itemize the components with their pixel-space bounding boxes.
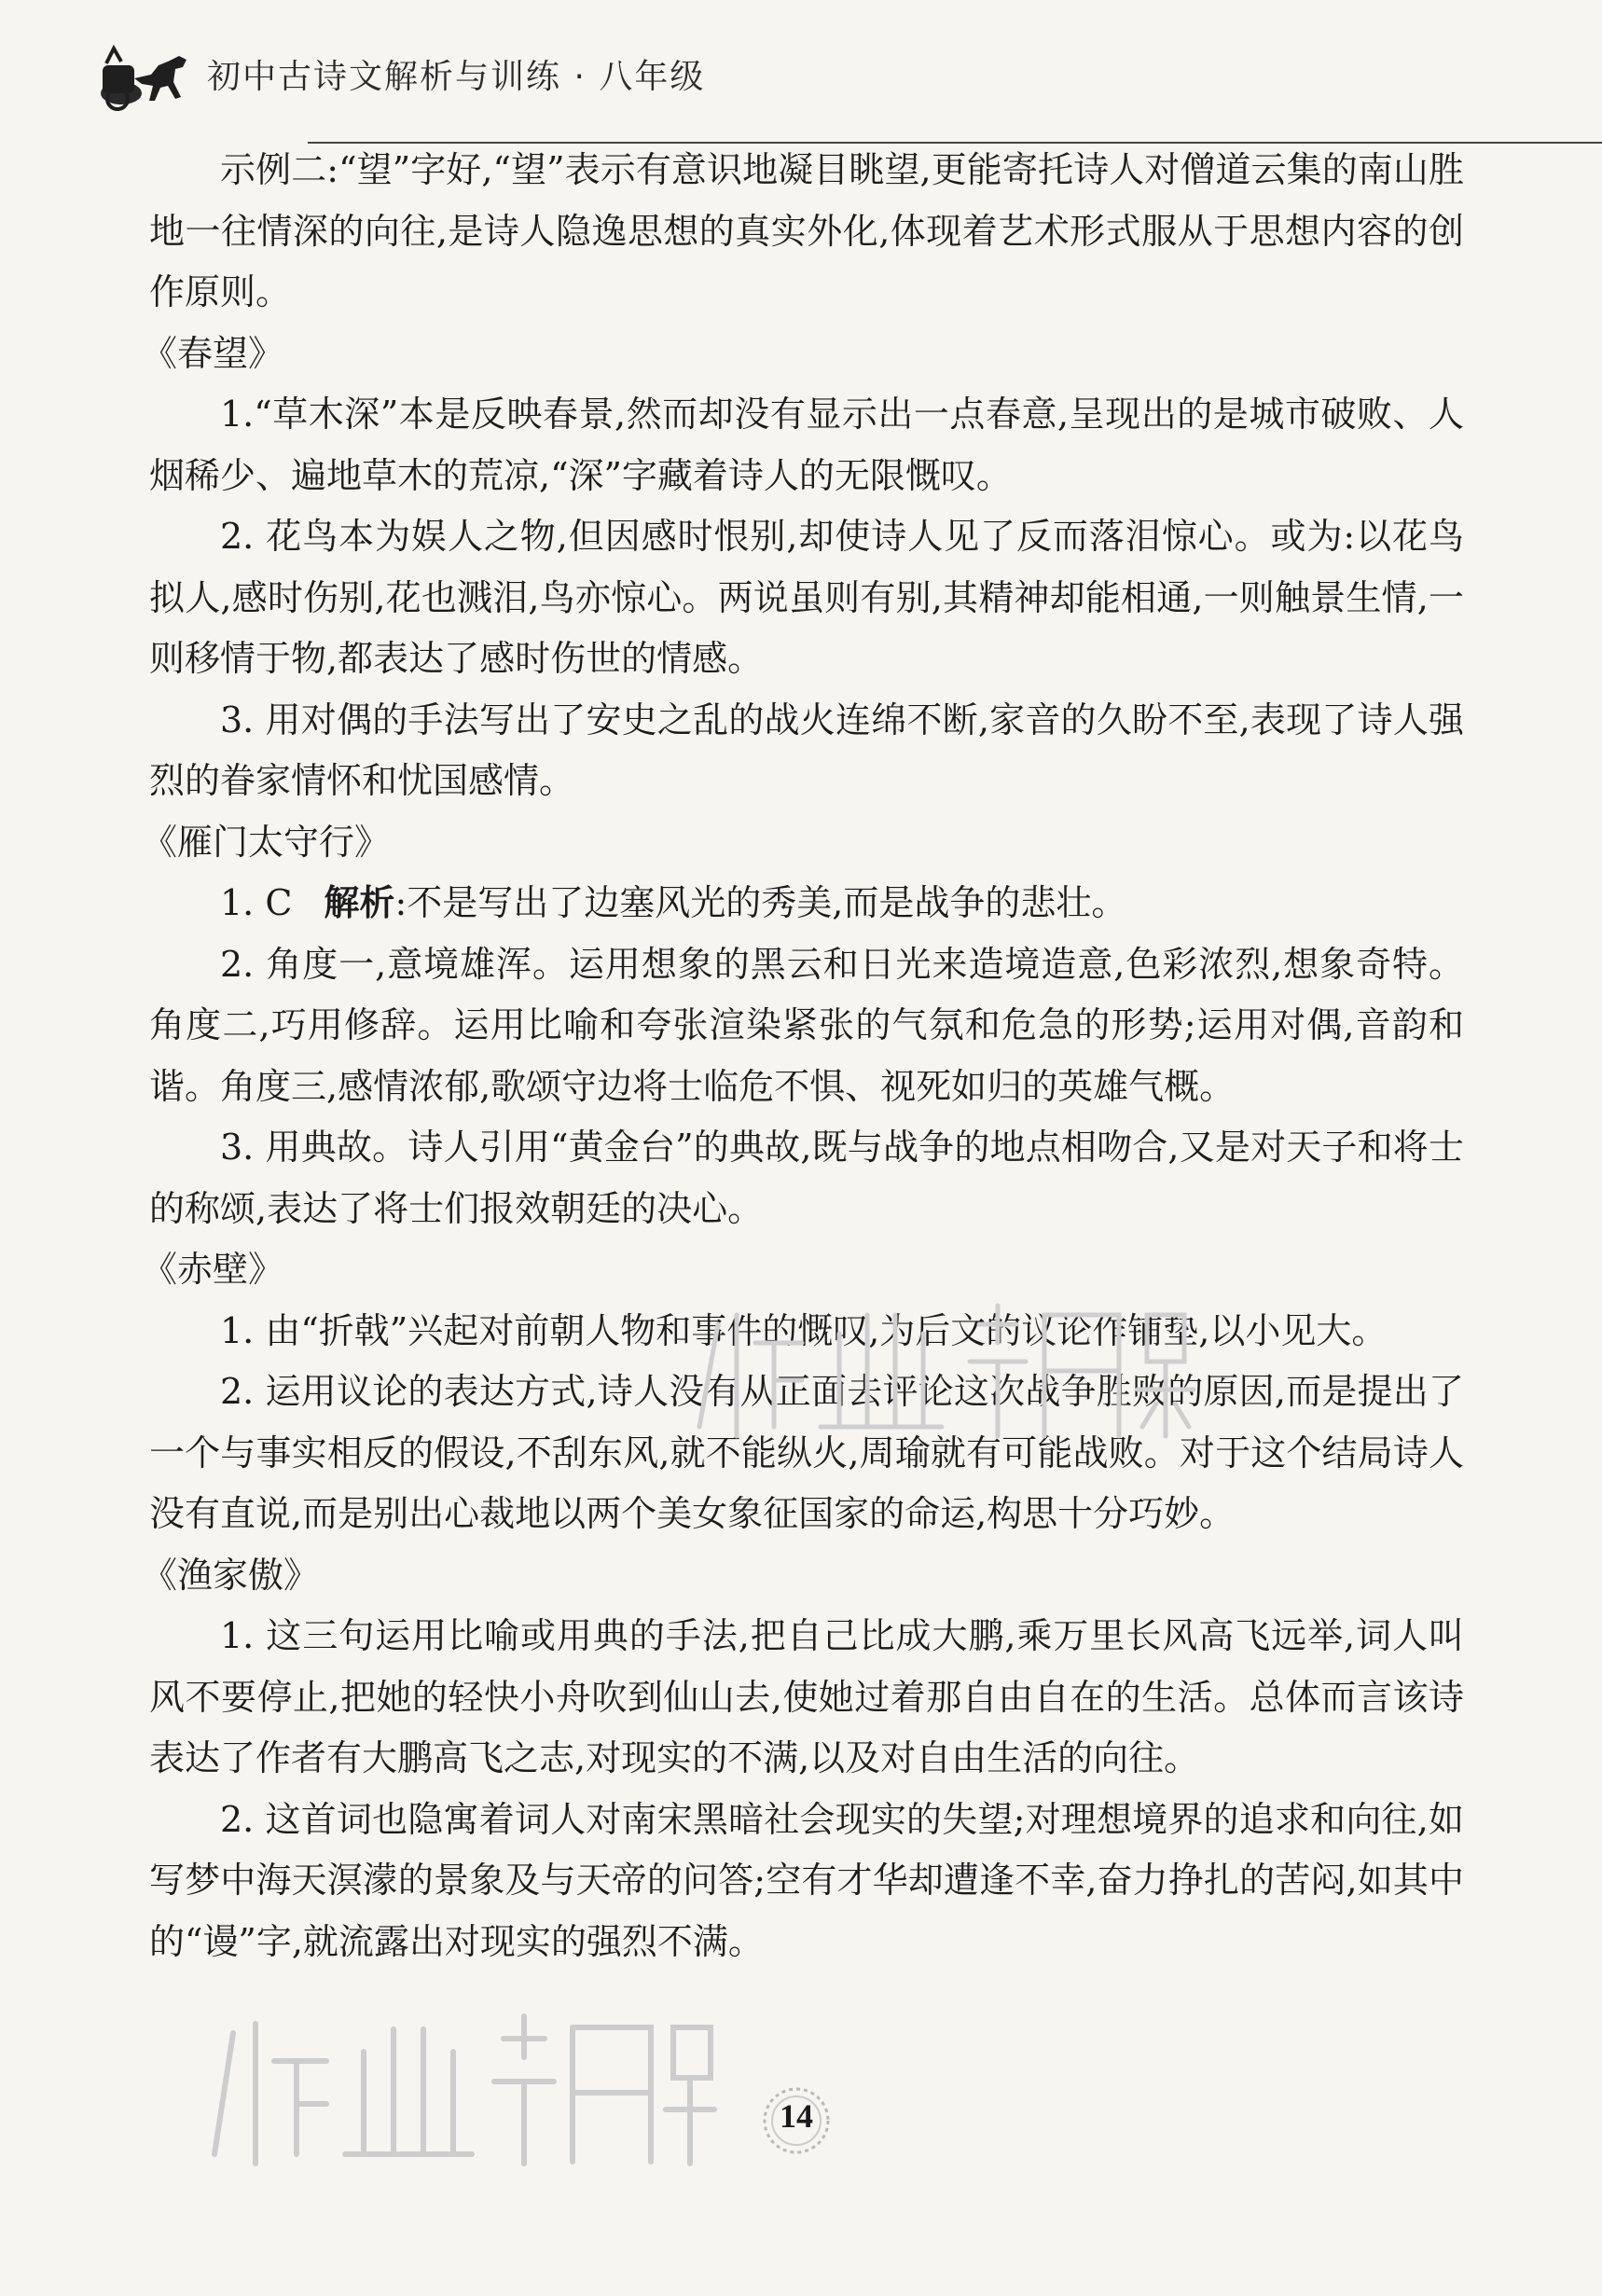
answer-paragraph: 2. 角度一,意境雄浑。运用想象的黑云和日光来造境造意,色彩浓烈,想象奇特。角度二,巧用修辞。运用比喻和夸张渲染紧张的气氛和危急的形势;运用对偶,音韵和谐。角度三,感情浓郁,歌颂守边将士临危不惧、视死如归的英雄气概。 xyxy=(149,943,1464,1107)
answer-paragraph: 1. 这三句运用比喻或用典的手法,把自己比成大鹏,乘万里长风高飞远举,词人叫风不要停止,把她的轻快小舟吹到仙山去,使她过着那自由自在的生活。总体而言该诗表达了作者有大鹏高飞之志,对现实的不满,以及对自由生活的向往。 xyxy=(149,1615,1464,1778)
section-title: 《赤壁》 xyxy=(142,1249,284,1290)
page-number: 14 xyxy=(780,2097,813,2135)
page-number-badge xyxy=(752,2076,841,2165)
answer-paragraph: 2. 这首词也隐寓着词人对南宋黑暗社会现实的失望;对理想境界的追求和向往,如写梦中海天溟濛的景象及与天帝的问答;空有才华却遭逢不幸,奋力挣扎的苦闷,如其中的“谩”字,就流露出对现实的强烈不满。 xyxy=(149,1798,1464,1962)
answer-paragraph: 2. 运用议论的表达方式,诗人没有从正面去评论这次战争胜败的原因,而是提出了一个与事实相反的假设,不刮东风,就不能纵火,周瑜就有可能战败。对于这个结局诗人没有直说,而是别出心裁地以两个美女象征国家的命运,构思十分巧妙。 xyxy=(149,1371,1464,1534)
page-header xyxy=(93,37,1548,112)
section-title: 《春望》 xyxy=(142,332,284,374)
answer-paragraph xyxy=(149,873,1464,934)
answer-paragraph: 3. 用典故。诗人引用“黄金台”的典故,既与战争的地点相吻合,又是对天子和将士的称颂,表达了将士们报效朝廷的决心。 xyxy=(149,1127,1464,1229)
answer-paragraph: 示例二:“望”字好,“望”表示有意识地凝目眺望,更能寄托诗人对僧道云集的南山胜地一往情深的向往,是诗人隐逸思想的真实外化,体现着艺术形式服从于思想内容的创作原则。 xyxy=(149,149,1464,312)
analysis-label: 解析 xyxy=(324,882,395,923)
answer-choice: 1. C xyxy=(220,882,293,923)
answer-text: :不是写出了边塞风光的秀美,而是战争的悲壮。 xyxy=(394,882,1127,923)
answer-paragraph: 2. 花鸟本为娱人之物,但因感时恨别,却使诗人见了反而落泪惊心。或为:以花鸟拟人,感时伤别,花也溅泪,鸟亦惊心。两说虽则有别,其精神却能相通,一则触景生情,一则移情于物,都表达了感时伤世的情感。 xyxy=(149,516,1464,679)
answer-paragraph: 3. 用对偶的手法写出了安史之乱的战火连绵不断,家音的久盼不至,表现了诗人强烈的眷家情怀和忧国感情。 xyxy=(149,698,1464,801)
section-title: 《渔家傲》 xyxy=(142,1554,320,1596)
answer-paragraph: 1.“草木深”本是反映春景,然而却没有显示出一点春意,呈现出的是城市破败、人烟稀少、遍地草木的荒凉,“深”字藏着诗人的无限慨叹。 xyxy=(149,394,1464,496)
book-title: 初中古诗文解析与训练 · 八年级 xyxy=(207,58,706,96)
chariot-horse-logo-icon xyxy=(93,37,196,112)
watermark-bottom xyxy=(196,1996,718,2173)
answer-paragraph: 1. 由“折戟”兴起对前朝人物和事件的慨叹,为后文的议论作铺垫,以小见大。 xyxy=(220,1309,1388,1351)
section-title: 《雁门太守行》 xyxy=(142,821,391,863)
document-body xyxy=(142,140,1464,1972)
